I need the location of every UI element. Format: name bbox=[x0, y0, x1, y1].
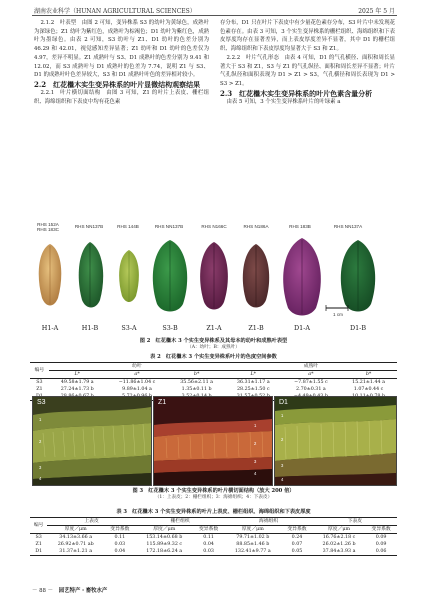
table-header-cell: L* bbox=[250, 372, 257, 377]
table-cell: 2.70±0.31 a bbox=[296, 387, 326, 392]
layer-marker: 2 bbox=[281, 437, 284, 442]
leaf-label: Z1-A bbox=[206, 324, 222, 332]
table-cell: 0.07 bbox=[291, 542, 303, 547]
table-cell: 0.03 bbox=[203, 549, 214, 554]
leaf-z1-a bbox=[200, 242, 228, 310]
rhs-label: RHS NN137B bbox=[154, 224, 184, 229]
table-cell: 34.13±3.66 a bbox=[59, 535, 93, 540]
table-cell: Z1 bbox=[36, 387, 43, 392]
layer-marker: 1 bbox=[254, 423, 257, 428]
table-cell: 0.04 bbox=[114, 549, 126, 554]
layer-marker: 2 bbox=[39, 439, 42, 444]
leaf-label: Z1-B bbox=[248, 324, 264, 332]
table-header-cell: 变异系数 bbox=[371, 527, 391, 532]
table-header-cell: 厚度／μm bbox=[328, 527, 351, 532]
table-cell: 132.41±9.77 a bbox=[234, 549, 271, 554]
leaf-label: D1-A bbox=[294, 324, 310, 332]
table-cell: 27.24±1.73 b bbox=[60, 387, 94, 392]
layer-marker: 4 bbox=[254, 471, 257, 476]
rhs-label: RHS NN137A bbox=[333, 224, 363, 229]
leaf-label: S3-B bbox=[162, 324, 178, 332]
micrograph-d1 bbox=[274, 396, 397, 486]
layer-marker: 4 bbox=[281, 477, 284, 482]
paragraph-pigment: 由表 5 可知，3 个实生变异株系叶片的叶绿素 a bbox=[226, 99, 341, 106]
layer-marker: 1 bbox=[281, 413, 284, 418]
leaf-photos bbox=[30, 236, 397, 322]
issue-date: 2025 年 5 月 bbox=[358, 8, 395, 15]
figure-2-caption: 图 2 红花檵木 3 个实生变异株系及其母本的幼叶和成熟叶表型 （A：幼叶；B：成熟叶） bbox=[139, 338, 288, 350]
leaf-label: S3-A bbox=[121, 324, 137, 332]
table-header-cell: b* bbox=[193, 372, 200, 377]
layer-marker: 3 bbox=[281, 463, 284, 468]
table-cell: 0.03 bbox=[114, 542, 126, 547]
footer bbox=[32, 586, 107, 594]
table-cell: S3 bbox=[35, 535, 42, 540]
scale-label: 1 cm bbox=[333, 312, 343, 317]
table-cell: 26.02±1.26 b bbox=[322, 542, 356, 547]
table-header-cell: 海绵组织 bbox=[224, 518, 312, 526]
table-cell: 0.09 bbox=[375, 535, 387, 540]
layer-marker: 3 bbox=[39, 465, 42, 470]
table-cell: 0.11 bbox=[203, 535, 214, 540]
table-cell: 0.04 bbox=[203, 542, 214, 547]
paragraph-cross-section: 2.2.1 叶片横切面结构 由图 3 可知，Z1 的叶片上表皮、栅栏组织、海绵组织和下表皮中均有花色素 bbox=[34, 90, 209, 106]
rhs-label: RHS 183B bbox=[289, 224, 311, 229]
table-header-cell: 厚度／μm bbox=[64, 527, 87, 532]
table-cell: 88.85±1.46 b bbox=[236, 542, 270, 547]
rhs-label: RHS NN137B bbox=[74, 224, 104, 229]
table-cell: 0.06 bbox=[375, 549, 387, 554]
table-cell: −7.87±1.55 c bbox=[294, 380, 328, 385]
micrograph-s3 bbox=[32, 396, 152, 486]
journal-name: 湖南农业科学（HUNAN AGRICULTURAL SCIENCES） bbox=[34, 8, 196, 15]
table-row bbox=[30, 534, 397, 542]
table-cell: −11.86±1.04 c bbox=[118, 380, 156, 385]
table-header-cell: 厚度／μm bbox=[241, 527, 264, 532]
rhs-label: RHS N166C bbox=[201, 224, 227, 229]
table-cell: 26.92±0.71 ab bbox=[57, 542, 94, 547]
leaf-d1-b bbox=[341, 240, 375, 312]
leaf-label: D1-B bbox=[349, 324, 367, 332]
table-cell: 49.58±1.79 a bbox=[60, 380, 94, 385]
right-column bbox=[220, 19, 395, 107]
table-cell: 35.56±2.11 a bbox=[180, 380, 214, 385]
layer-marker: 1 bbox=[39, 417, 42, 422]
header-rule bbox=[32, 15, 397, 16]
table-row bbox=[30, 386, 397, 393]
table-3 bbox=[30, 517, 397, 556]
micrograph-label: Z1 bbox=[158, 399, 167, 406]
table-header-cell: 变异系数 bbox=[287, 527, 307, 532]
table-cell: 153.14±0.68 b bbox=[146, 535, 183, 540]
table-header-cell: 变异系数 bbox=[110, 527, 130, 532]
table-row bbox=[30, 379, 397, 387]
rhs-label: RHS 152A RHS 183C bbox=[37, 222, 59, 232]
figure-3-caption: 图 3 红花檵木 3 个实生变异株系的叶片横切面结构（放大 200 倍） （1：上表皮；2：栅栏组织；3：海绵组织；4：下表皮） bbox=[132, 488, 295, 500]
table-row bbox=[30, 548, 397, 556]
table-cell: 172.18±6.24 a bbox=[146, 549, 183, 554]
table-2-title: 表 2 红花檵木 3 个实生变异株系叶片的色度空间参数 bbox=[150, 354, 277, 360]
table-header-cell: 厚度／μm bbox=[153, 527, 176, 532]
table-header-cell: 栅栏组织 bbox=[136, 518, 225, 526]
figure-2 bbox=[30, 220, 397, 335]
table-cell: 0.11 bbox=[114, 535, 126, 540]
table-cell: 31.37±1.21 a bbox=[59, 549, 93, 554]
table-header-cell: b* bbox=[365, 372, 372, 377]
table-header-cell: 变异系数 bbox=[198, 527, 219, 532]
micrograph-label: S3 bbox=[37, 399, 46, 406]
leaf-label: H1-A bbox=[41, 324, 59, 332]
table-cell: 36.31±1.17 a bbox=[236, 380, 270, 385]
section-name: 园艺特产・畜牧水产 bbox=[58, 588, 108, 594]
table-cell: 28.25±1.50 c bbox=[236, 387, 270, 392]
paragraph-anthocyanin: 存分布，D1 只在叶片下表皮中有少量花色素存分布，S3 叶片中未发现花色素存在。由表 3 可知，3 个实生变异株系的栅栏组织、海绵组织和下表皮厚度均存在显著差异，而上表皮厚度差异不显著，其中 D1 的栅栏组织、海绵组织和下表皮厚度均显著大于 S3 和 Z1。 bbox=[220, 20, 395, 53]
layer-marker: 4 bbox=[39, 476, 42, 481]
section-heading-2-2: 2.2 红花檵木实生变异株系的叶片显微结构观察结果 bbox=[34, 79, 201, 89]
leaf-label: H1-B bbox=[81, 324, 99, 332]
table-cell: 79.71±1.02 b bbox=[236, 535, 270, 540]
table-cell: 1.35±0.11 b bbox=[181, 387, 212, 392]
table-cell: 0.09 bbox=[375, 542, 387, 547]
table-cell: D1 bbox=[35, 549, 43, 554]
section-heading-2-3: 2.3 红花檵木实生变异株系的叶片色素含量分析 bbox=[220, 88, 373, 98]
leaf-s3-b bbox=[153, 240, 187, 312]
table-header-cell: 编号 bbox=[30, 518, 47, 534]
table-cell: 0.05 bbox=[291, 549, 303, 554]
leaf-s3-a bbox=[119, 250, 139, 302]
table-row bbox=[30, 541, 397, 548]
table-header-cell: 编号 bbox=[30, 363, 49, 379]
leaf-d1-a bbox=[283, 238, 321, 316]
table-header-cell: L* bbox=[74, 372, 81, 377]
table-header-cell: 幼叶 bbox=[49, 363, 225, 371]
table-cell: 15.21±1.44 a bbox=[352, 380, 385, 385]
table-cell: S3 bbox=[36, 380, 43, 385]
table-cell: 1.07±0.44 c bbox=[353, 387, 384, 392]
table-cell: 115.89±9.32 c bbox=[146, 542, 183, 547]
leaf-h1-a bbox=[39, 244, 62, 306]
layer-marker: 3 bbox=[254, 459, 257, 464]
table-header-cell: a* bbox=[134, 372, 140, 377]
leaf-h1-b bbox=[79, 242, 103, 308]
left-column bbox=[34, 19, 209, 107]
layer-marker: 2 bbox=[254, 441, 257, 446]
leaf-z1-b bbox=[243, 244, 269, 308]
micrograph-label: D1 bbox=[279, 399, 288, 406]
rhs-label: RHS 144B bbox=[117, 224, 139, 229]
table-header-cell: a* bbox=[308, 372, 314, 377]
paragraph-stomata: 2.2.2 叶片气孔形态 由表 4 可知，D1 的气孔横径、面积和周长显著大于 S3 和 Z1，S3 与 Z1 的气孔纵径、面积和周长差异不显著；叶片气孔纵径和面积表现为 D1 > Z1 > S3，气孔横径和周长表现为 D1 > S3 > Z1。 bbox=[220, 54, 395, 87]
table-cell: Z1 bbox=[35, 542, 42, 547]
micrograph-z1 bbox=[153, 396, 273, 486]
table-header-cell: 上表皮 bbox=[47, 518, 135, 526]
scale-bar bbox=[326, 305, 348, 311]
table-header-cell: 下表皮 bbox=[313, 518, 397, 526]
table-cell: 9.89±1.04 a bbox=[122, 387, 152, 392]
page-number: － 88 － bbox=[32, 588, 54, 594]
paragraph-leaf-phenotype: 2.1.2 叶表型 由图 2 可知，变异株系 S3 的幼叶为黄绿色，成熟叶为深绿色；Z1 幼叶为紫红色，成熟叶为棕褐色；D1 幼叶为紫红色，成熟叶为墨绿色。由表 2 可知，S3 幼叶与 Z1、D1 幼叶的色差分别为 46.29 和 42.01，视觉感知差异显著；Z1 幼叶和 D1 幼叶的色差仅为 4.97，差异不明显。Z1 成熟叶与 S3、D1 成熟叶的色差分别为 9.41 和 12.02，而 S3 成熟叶与 D1 成熟叶的色差为 7.74，说明 Z1 与 S3、D1 的成熟叶叶色差异较大，S3 和 D1 成熟叶叶色的差异相对较小。 bbox=[34, 20, 209, 79]
table-cell: 37.84±3.93 a bbox=[322, 549, 356, 554]
table-cell: 0.24 bbox=[291, 535, 303, 540]
rhs-label: RHS N186A bbox=[243, 224, 269, 229]
table-header-cell: 成熟叶 bbox=[225, 363, 397, 371]
table-cell: 16.76±2.18 c bbox=[322, 535, 356, 540]
table-3-title: 表 3 红花檵木 3 个实生变异株系的叶片上表皮、栅栏组织、海绵组织和下表皮厚度 bbox=[116, 509, 311, 515]
